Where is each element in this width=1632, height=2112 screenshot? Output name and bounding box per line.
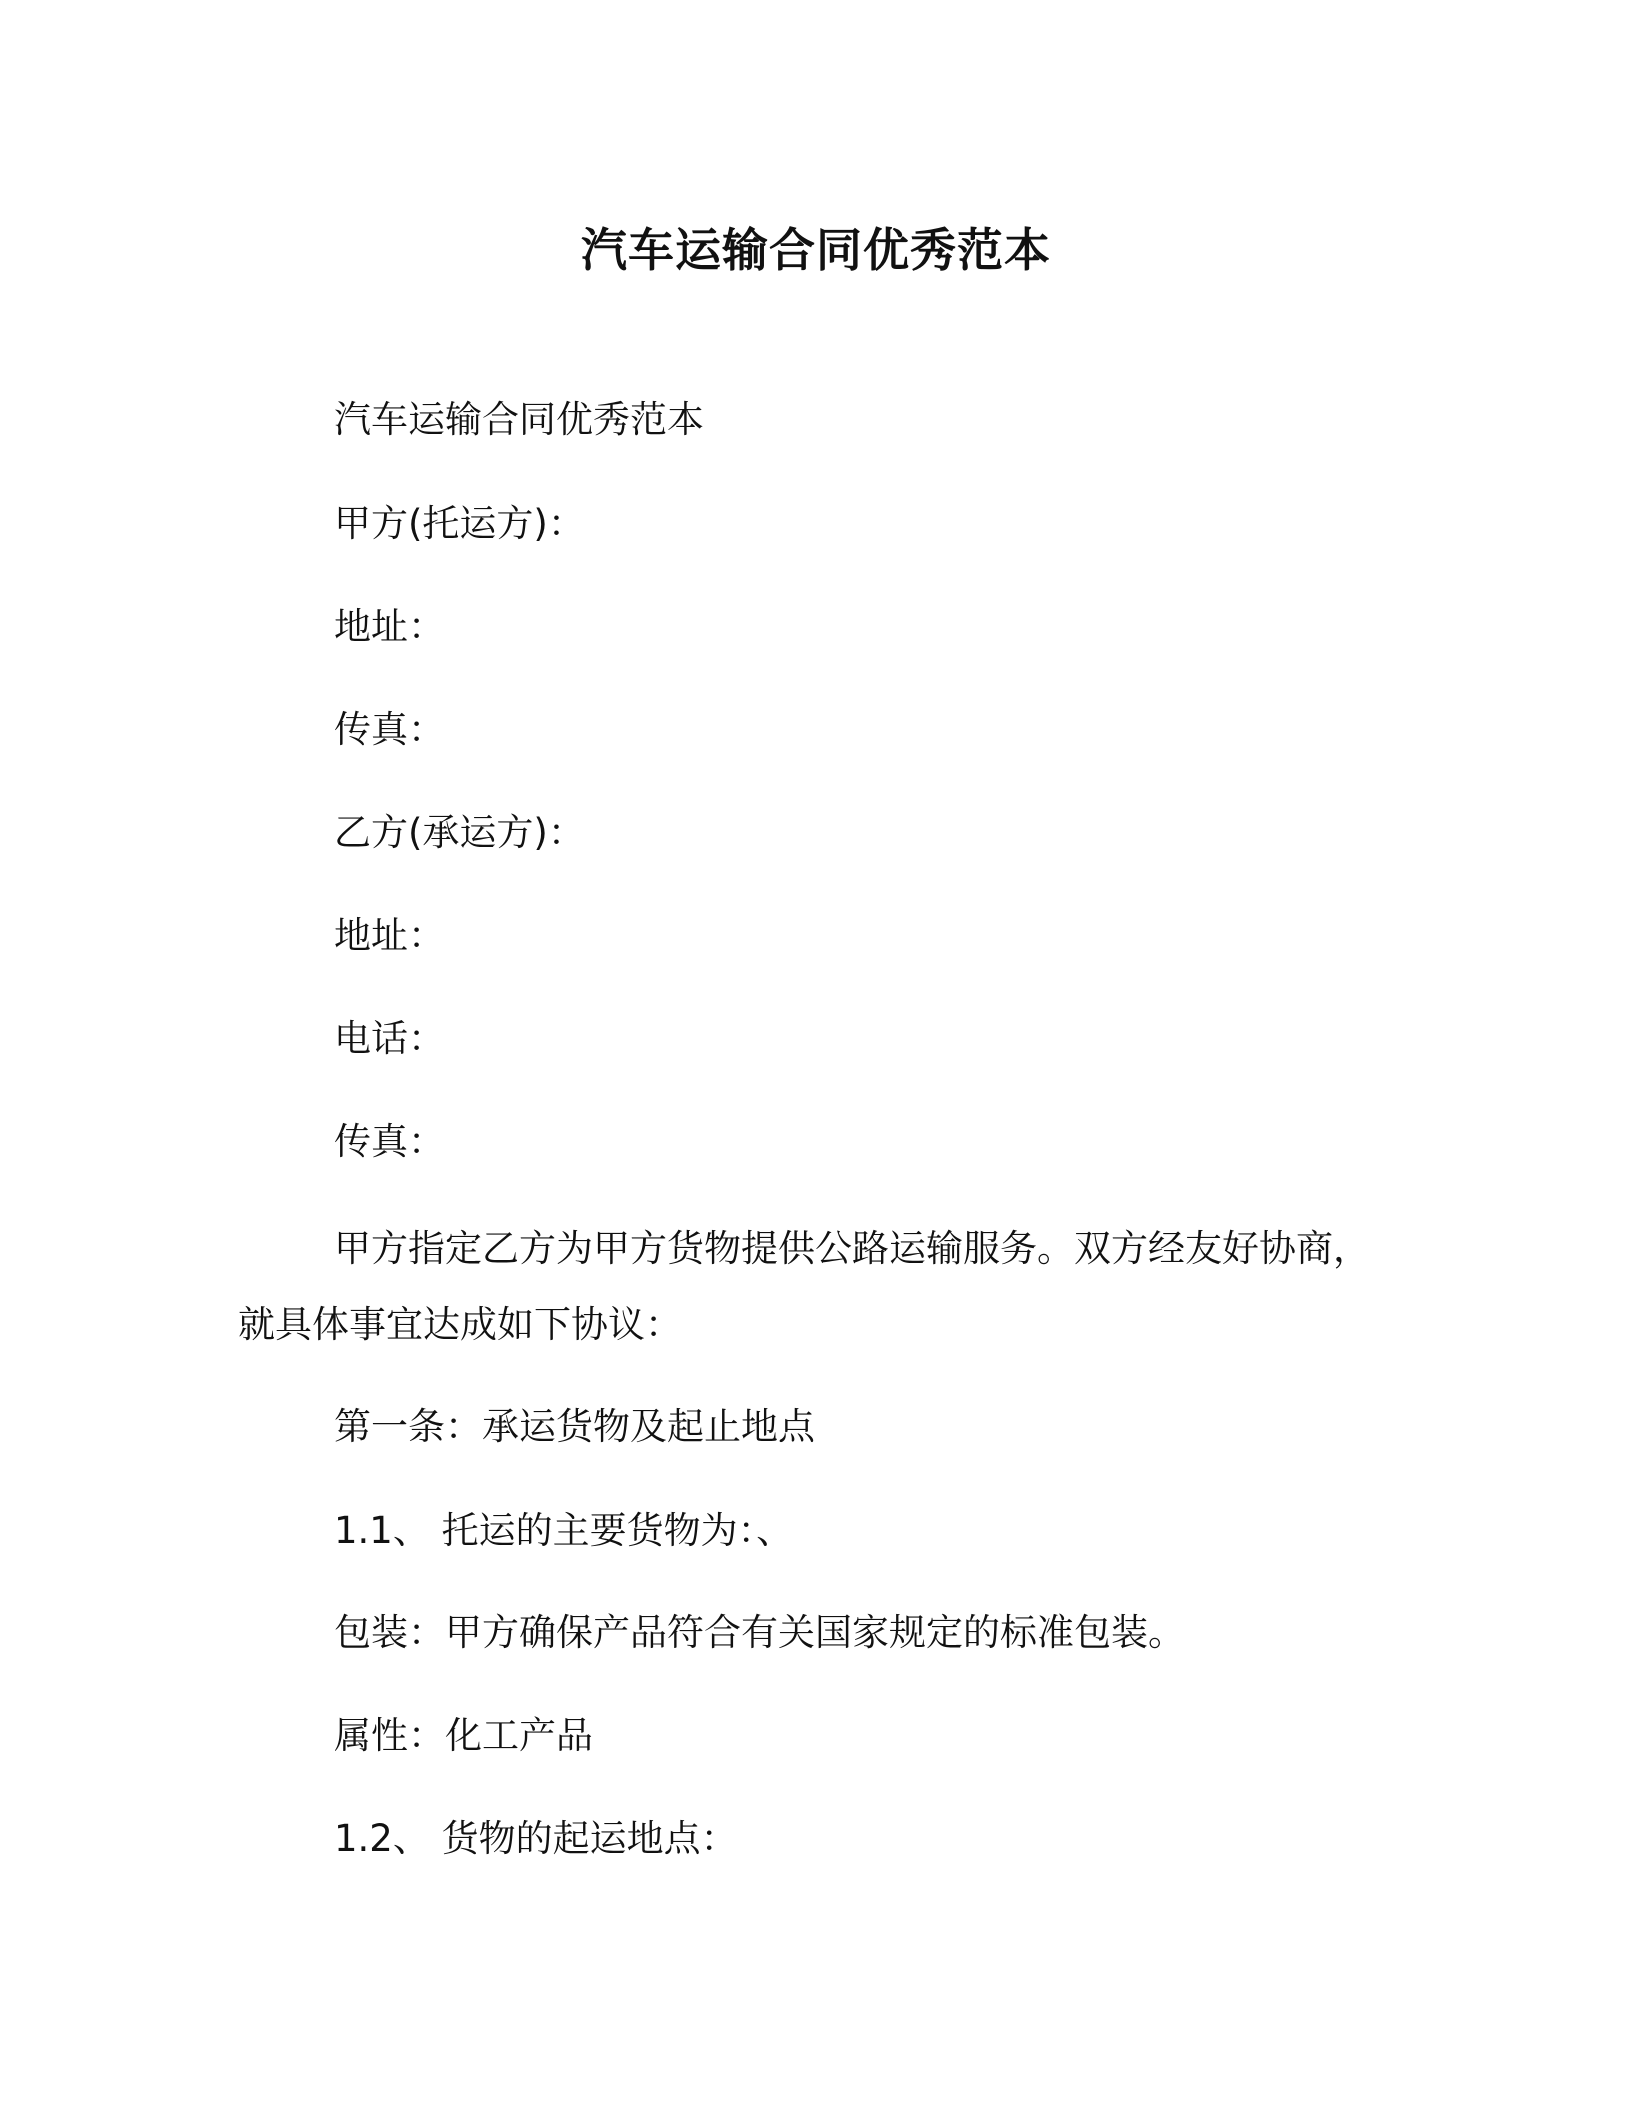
clause-1-1: 1.1、 托运的主要货物为：、 (334, 1509, 794, 1552)
property-line: 属性：化工产品 (334, 1714, 593, 1757)
agreement-intro-line-2: 就具体事宜达成如下协议： (238, 1303, 682, 1346)
party-b-label: 乙方(承运方)： (334, 811, 585, 854)
article-1-heading: 第一条：承运货物及起止地点 (334, 1405, 815, 1448)
clause-1-2: 1.2、 货物的起运地点： (334, 1817, 738, 1860)
party-b-address-label: 地址： (334, 914, 445, 957)
party-a-label: 甲方(托运方)： (334, 502, 585, 545)
party-a-address-label: 地址： (334, 605, 445, 648)
party-b-phone-label: 电话： (334, 1017, 445, 1060)
party-b-fax-label: 传真： (334, 1120, 445, 1163)
party-a-fax-label: 传真： (334, 708, 445, 751)
agreement-intro-line-1: 甲方指定乙方为甲方货物提供公路运输服务。双方经友好协商， (334, 1227, 1370, 1270)
subtitle-line: 汽车运输合同优秀范本 (334, 398, 704, 441)
document-title: 汽车运输合同优秀范本 (581, 223, 1051, 277)
packaging-line: 包装：甲方确保产品符合有关国家规定的标准包装。 (334, 1611, 1185, 1654)
